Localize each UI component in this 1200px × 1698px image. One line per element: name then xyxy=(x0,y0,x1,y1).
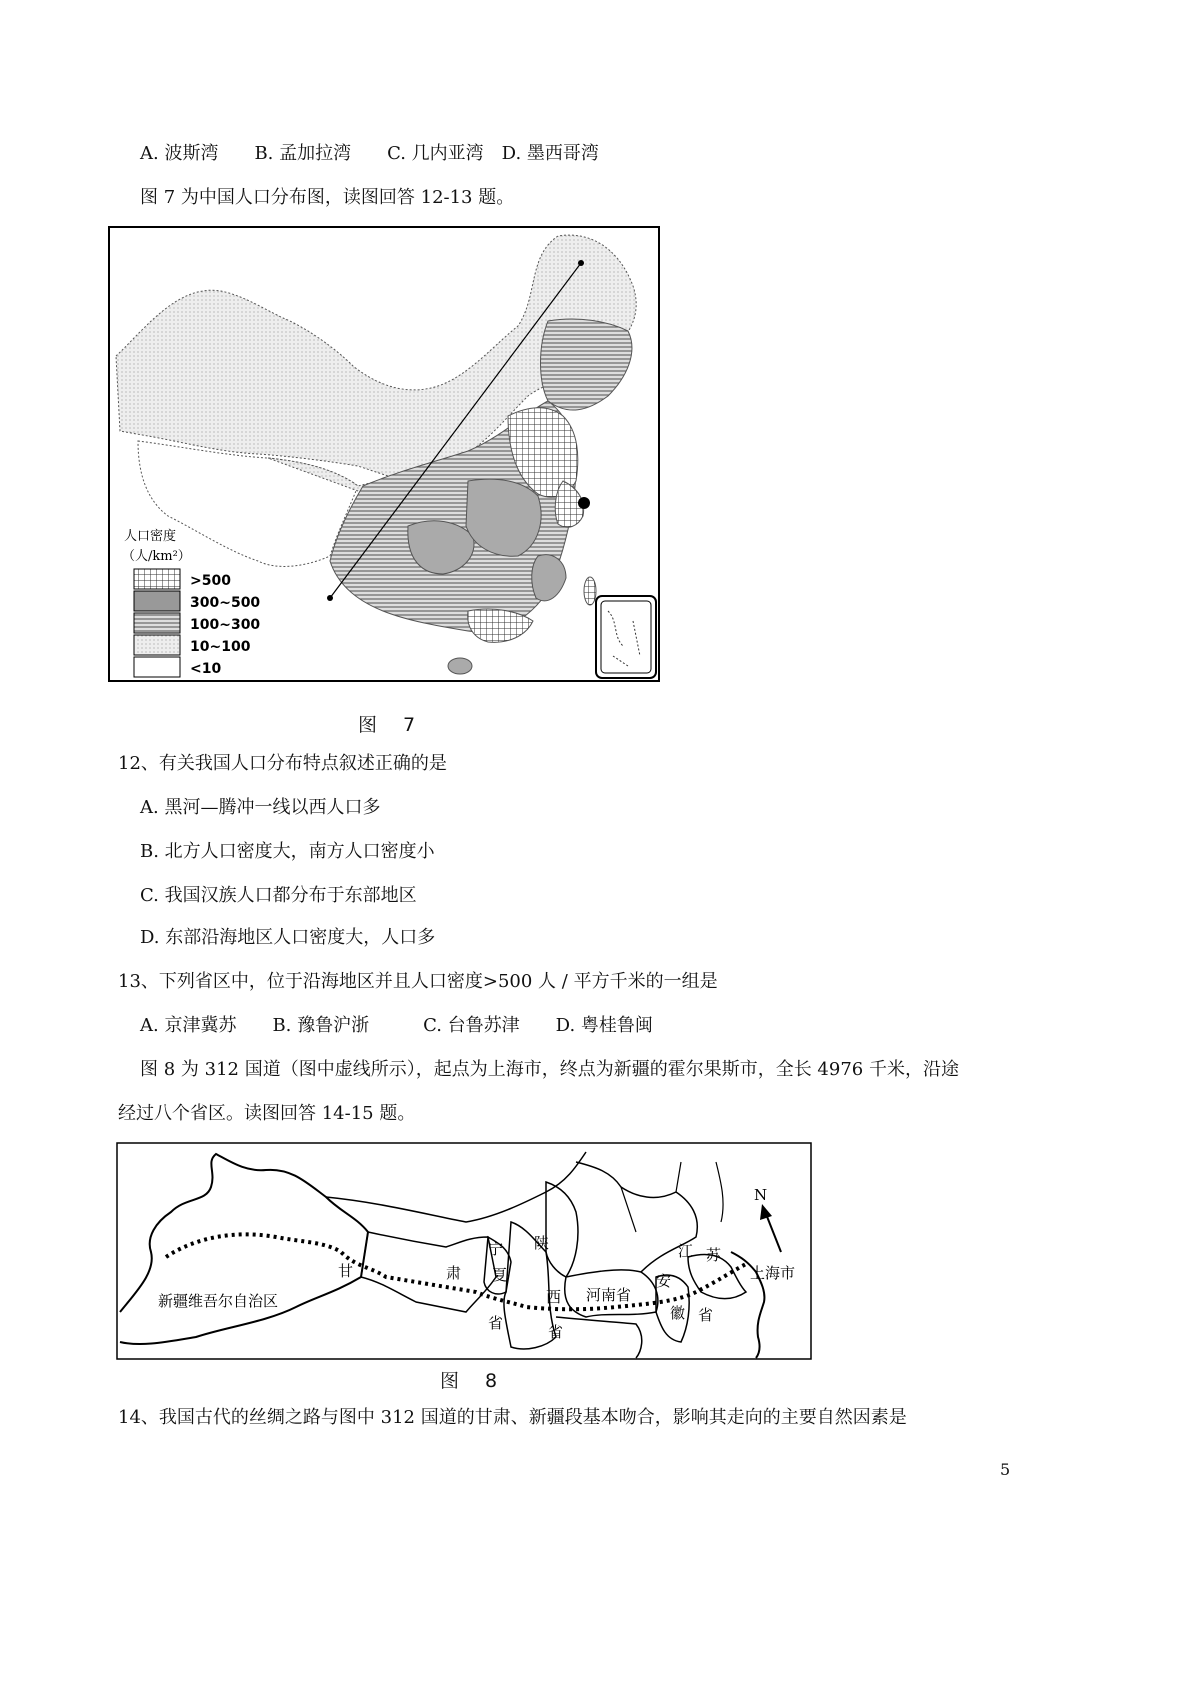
label-sheng-2: 省 xyxy=(548,1323,564,1341)
label-shan: 陕 xyxy=(534,1234,550,1252)
label-xinjiang: 新疆维吾尔自治区 xyxy=(158,1292,279,1310)
q12-option-c: C. 我国汉族人口都分布于东部地区 xyxy=(140,885,417,906)
label-ning: 宁 xyxy=(488,1240,504,1258)
q12-option-b: B. 北方人口密度大，南方人口密度小 xyxy=(140,841,435,862)
fig8-intro-2: 经过八个省区。读图回答 14-15 题。 xyxy=(118,1103,416,1124)
label-su: 苏 xyxy=(706,1246,722,1264)
q13-stem: 13、下列省区中，位于沿海地区并且人口密度>500 人 / 平方千米的一组是 xyxy=(118,971,718,992)
shanghai-point xyxy=(578,497,590,509)
q12-stem: 12、有关我国人口分布特点叙述正确的是 xyxy=(118,753,447,774)
legend-item-5: <10 xyxy=(190,661,222,677)
south-china-sea-inset xyxy=(596,596,656,678)
fig8-caption: 图 8 xyxy=(440,1370,508,1392)
label-su-gansu: 肃 xyxy=(446,1264,462,1282)
label-shanghai: 上海市 xyxy=(750,1264,796,1282)
legend-unit: （人/km²） xyxy=(122,549,191,564)
q12-option-a: A. 黑河—腾冲一线以西人口多 xyxy=(140,797,381,818)
label-henan: 河南省 xyxy=(586,1286,632,1304)
region-hainan xyxy=(448,658,472,674)
q11-options: A. 波斯湾 B. 孟加拉湾 C. 几内亚湾 D. 墨西哥湾 xyxy=(140,143,599,164)
region-taiwan xyxy=(584,577,596,605)
label-sheng-1: 省 xyxy=(488,1314,504,1332)
label-gan: 甘 xyxy=(338,1262,354,1280)
north-label: N xyxy=(754,1186,768,1204)
fig8-road-map xyxy=(116,1142,812,1360)
heihe-point xyxy=(578,260,584,266)
label-jiang: 江 xyxy=(678,1242,694,1260)
q13-options: A. 京津冀苏 B. 豫鲁沪浙 C. 台鲁苏津 D. 粤桂鲁闽 xyxy=(140,1015,653,1036)
legend-item-4: 10~100 xyxy=(190,639,251,655)
q14-stem: 14、我国古代的丝绸之路与图中 312 国道的甘肃、新疆段基本吻合，影响其走向的主要自然因素是 xyxy=(118,1407,907,1428)
legend-item-3: 100~300 xyxy=(190,617,261,633)
legend-title: 人口密度 xyxy=(124,529,177,544)
fig7-caption: 图 7 xyxy=(358,714,426,736)
label-xi: 西 xyxy=(546,1288,562,1306)
q12-option-d: D. 东部沿海地区人口密度大，人口多 xyxy=(140,927,436,948)
label-sheng-3: 省 xyxy=(698,1306,714,1324)
fig7-population-map xyxy=(108,226,660,682)
fig8-intro-1: 图 8 为 312 国道（图中虚线所示），起点为上海市，终点为新疆的霍尔果斯市，全长 4976 千米，沿途 xyxy=(140,1059,959,1080)
label-an: 安 xyxy=(656,1272,672,1290)
page-number: 5 xyxy=(1000,1460,1011,1479)
legend-item-1: >500 xyxy=(190,573,231,589)
tengchong-point xyxy=(327,595,333,601)
label-hui: 徽 xyxy=(670,1304,686,1322)
fig7-intro: 图 7 为中国人口分布图，读图回答 12-13 题。 xyxy=(140,187,515,208)
label-xia: 夏 xyxy=(492,1266,508,1284)
legend-item-2: 300~500 xyxy=(190,595,261,611)
